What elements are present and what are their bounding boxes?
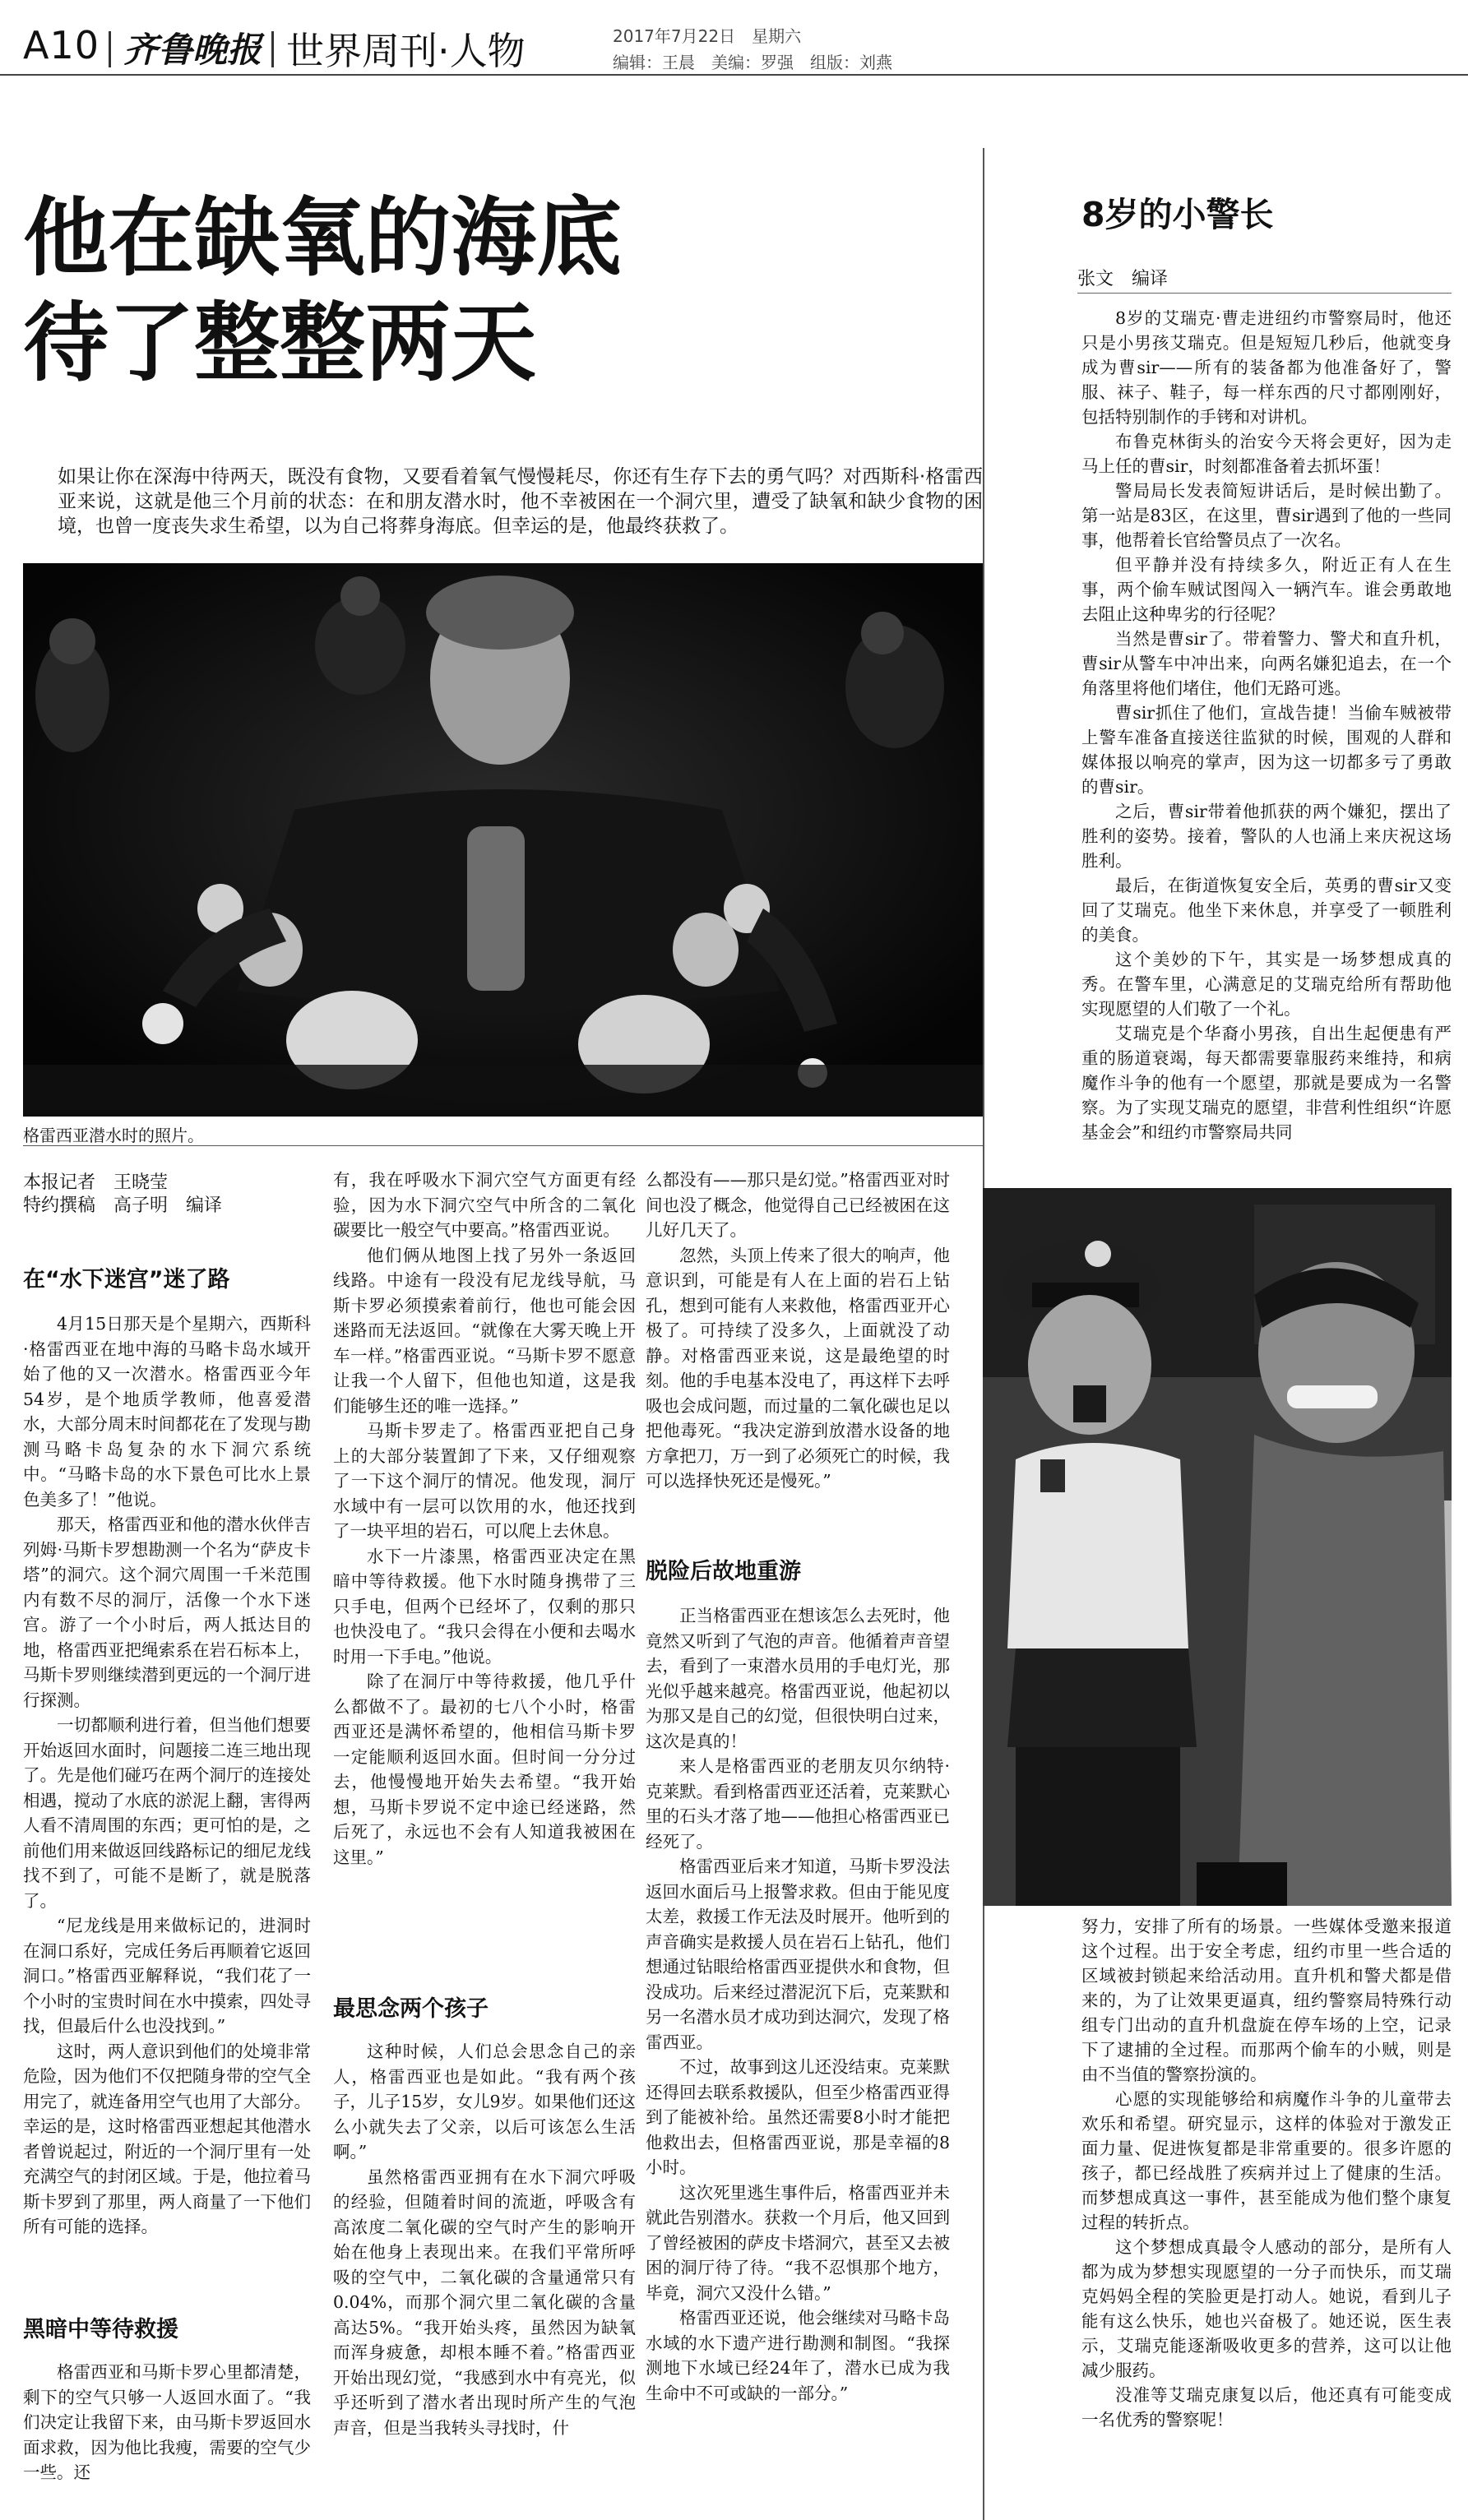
paragraph: 格雷西亚和马斯卡罗心里都清楚，剩下的空气只够一人返回水面了。“我们决定让我留下来，由马斯卡罗返回水面求救，因为他比我瘦，需要的空气少一些。还 — [23, 2362, 311, 2482]
side-byline-rule — [1077, 293, 1452, 294]
paragraph: 这次死里逃生事件后，格雷西亚并未就此告别潜水。获救一个月后，他又回到了曾经被困的萨皮卡塔洞穴，甚至又去被困的洞厅待了待。“我不忍惧那个地方，毕竟，洞穴又没什么错。” — [646, 2182, 950, 2303]
paragraph: 这种时候，人们总会思念自己的亲人，格雷西亚也是如此。“我有两个孩子，儿子15岁，女儿9岁。如果他们还这么小就失去了父亲，以后可该怎么生活啊。” — [333, 2041, 636, 2162]
side-article-text-cont — [1081, 1914, 1452, 2432]
column-1-text-cont — [23, 2360, 311, 2485]
paragraph: 但平静并没有持续多久，附近正有人在生事，两个偷车贼试图闯入一辆汽车。谁会勇敢地去阻止这种卑劣的行径呢？ — [1081, 555, 1452, 624]
section-title: 世界周刊·人物 — [286, 29, 526, 73]
paragraph: 这个梦想成真最令人感动的部分，是所有人都为成为梦想实现愿望的一分子而快乐，而艾瑞克妈妈全程的笑脸更是打动人。她说，看到儿子能有这么快乐，她也兴奋极了。她还说，医生表示，艾瑞克能逐渐吸收更多的营养，这可以让他减少服药。 — [1081, 2237, 1452, 2380]
boy-officer-photo — [983, 1188, 1452, 1906]
paragraph: 马斯卡罗走了。格雷西亚把自己身上的大部分装置卸了下来，又仔细观察了一下这个洞厅的情况。他发现，洞厅水域中有一层可以饮用的水，他还找到了一块平坦的岩石，可以爬上去休息。 — [333, 1421, 636, 1541]
paragraph: 心愿的实现能够给和病魔作斗争的儿童带去欢乐和希望。研究显示，这样的体验对于激发正面力量、促进恢复都是非常重要的。很多许愿的孩子，都已经战胜了疾病并过上了健康的生活。而梦想成真这一事件，甚至能成为他们整个康复过程的转折点。 — [1081, 2089, 1452, 2232]
newspaper-logo: 齐鲁晚报 — [123, 30, 262, 70]
paragraph: 曹sir抓住了他们，宣战告捷！当偷车贼被带上警车准备直接送往监狱的时候，围观的人群和媒体报以响亮的掌声，因为这一切都多亏了勇敢的曹sir。 — [1081, 703, 1452, 797]
column-2-text-cont — [333, 2039, 636, 2440]
diver-photo — [23, 563, 983, 1117]
paragraph: 他们俩从地图上找了另外一条返回线路。中途有一段没有尼龙线导航，马斯卡罗必须摸索着前行，他也可能会因迷路而无法返回。“就像在大雾天晚上开车一样。”格雷西亚说。“马斯卡罗不愿意让我一个人留下，但他也知道，这是我们能够生还的唯一选择。” — [333, 1245, 636, 1416]
paragraph: 来人是格雷西亚的老朋友贝尔纳特·克莱默。看到格雷西亚还活着，克莱默心里的石头才落了地——他担心格雷西亚已经死了。 — [646, 1756, 950, 1852]
editor-credits: 编辑：王晨 美编：罗强 组版：刘燕 — [613, 53, 892, 72]
paragraph: 格雷西亚还说，他会继续对马略卡岛水域的水下遗产进行勘测和制图。“我探测地下水域已经24年了，潜水已成为我生命中不可或缺的一部分。” — [646, 2308, 950, 2403]
paragraph: 努力，安排了所有的场景。一些媒体受邀来报道这个过程。出于安全考虑，纽约市里一些合适的区域被封锁起来给活动用。直升机和警犬都是借来的，为了让效果更逼真，纽约警察局特殊行动组专门出动的直升机盘旋在停车场的上空，记录下了逮捕的全过程。而那两个偷车的小贼，则是由不当值的警察扮演的。 — [1081, 1917, 1452, 2084]
masthead-meta — [613, 23, 892, 76]
section-rule — [23, 1145, 983, 1146]
paragraph: 虽然格雷西亚拥有在水下洞穴呼吸的经验，但随着时间的流逝，呼吸含有高浓度二氧化碳的空气时产生的影响开始在他身上表现出来。在我们平常所呼吸的空气中，二氧化碳的含量通常只有0.04%，而那个洞穴里二氧化碳的含量高达5%。“我开始头疼，虽然因为缺氧而浑身疲惫，却根本睡不着。”格雷西亚开始出现幻觉，“我感到水中有亮光，似乎还听到了潜水者出现时所产生的气泡声音，但是当我转头寻找时，什 — [333, 2166, 636, 2438]
column-1-text — [23, 1311, 311, 2240]
paragraph: 有，我在呼吸水下洞穴空气方面更有经验，因为水下洞穴空气中所含的二氧化碳要比一般空气中要高。”格雷西亚说。 — [333, 1170, 636, 1240]
article-lede: 如果让你在深海中待两天，既没有食物，又要看着氧气慢慢耗尽，你还有生存下去的勇气吗？对西斯科·格雷西亚来说，这就是他三个月前的状态：在和朋友潜水时，他不幸被困在一个洞穴里，遭受了缺氧和缺少食物的困境，也曾一度丧失求生希望，以为自己将葬身海底。但幸运的是，他最终获救了。 — [58, 466, 983, 537]
paragraph: 格雷西亚后来才知道，马斯卡罗没法返回水面后马上报警求救。但由于能见度太差，救援工作无法及时展开。他听到的声音确实是救援人员在岩石上钻孔，他们想通过钻眼给格雷西亚提供水和食物，但没成功。后来经过潜泥沉下后，克莱默和另一名潜水员才成功到达洞穴，发现了格雷西亚。 — [646, 1856, 950, 2052]
issue-date: 2017年7月22日 星期六 — [613, 26, 802, 46]
boy-officer-photo-illustration — [983, 1188, 1452, 1906]
paragraph: 除了在洞厅中等待救援，他几乎什么都做不了。最初的七八个小时，格雷西亚还是满怀希望的，他相信马斯卡罗一定能顺利返回水面。但时间一分分过去，他慢慢地开始失去希望。“我开始想，马斯卡罗说不定中途已经迷路，然后死了，永远也不会有人知道我被困在这里。” — [333, 1672, 636, 1867]
subhead-missing-children: 最思念两个孩子 — [333, 1996, 489, 2022]
subhead-return-to-cave: 脱险后故地重游 — [646, 1559, 801, 1584]
diver-photo-illustration — [23, 563, 983, 1117]
paragraph: 警局局长发表简短讲话后，是时候出勤了。第一站是83区，在这里，曹sir遇到了他的一些同事，他帮着长官给警员点了一次名。 — [1081, 481, 1452, 550]
paragraph: 水下一片漆黑，格雷西亚决定在黑暗中等待救援。他下水时随身携带了三只手电，但两个已经坏了，仅剩的那只也快没电了。“我只会得在小便和去喝水时用一下手电。”他说。 — [333, 1546, 636, 1667]
side-headline: 8岁的小警长 — [1081, 195, 1274, 234]
paragraph: 最后，在街道恢复安全后，英勇的曹sir又变回了艾瑞克。他坐下来休息，并享受了一顿胜利的美食。 — [1081, 876, 1452, 945]
paragraph: 一切都顺利进行着，但当他们想要开始返回水面时，问题接二连三地出现了。先是他们碰巧在两个洞厅的连接处相遇，搅动了水底的淤泥上翻，害得两人看不清周围的东西；更可怕的是，之前他们用来做返回线路标记的细尼龙线找不到了，可能不是断了，就是脱落了。 — [23, 1715, 311, 1911]
paragraph: 么都没有——那只是幻觉。”格雷西亚对时间也没了概念，他觉得自己已经被困在这儿好几天了。 — [646, 1170, 950, 1240]
headline-line-1: 他在缺氧的海底 — [23, 187, 623, 288]
paragraph: 不过，故事到这儿还没结束。克莱默还得回去联系救援队，但至少格雷西亚得到了能被补给。虽然还需要8小时才能把他救出去，但格雷西亚说，那是幸福的8小时。 — [646, 2057, 950, 2177]
paragraph: 这个美妙的下午，其实是一场梦想成真的秀。在警车里，心满意足的艾瑞克给所有帮助他实现愿望的人们敬了一个礼。 — [1081, 950, 1452, 1019]
byline-translator: 特约撰稿 高子明 编译 — [23, 1195, 223, 1216]
paragraph: 之后，曹sir带着他抓获的两个嫌犯，摆出了胜利的姿势。接着，警队的人也涌上来庆祝这场胜利。 — [1081, 802, 1452, 871]
masthead-divider — [109, 31, 111, 67]
main-headline — [23, 185, 944, 395]
photo-caption: 格雷西亚潜水时的照片。 — [23, 1126, 204, 1145]
paragraph: 布鲁克林街头的治安今天将会更好，因为走马上任的曹sir，时刻都准备着去抓坏蛋！ — [1081, 432, 1452, 476]
headline-line-2: 待了整整两天 — [23, 293, 537, 393]
column-3-text-cont — [646, 1603, 950, 2406]
article-byline — [23, 1172, 222, 1218]
paragraph: 艾瑞克是个华裔小男孩，自出生起便患有严重的肠道衰竭，每天都需要靠服药来维持，和病魔作斗争的他有一个愿望，那就是要成为一名警察。为了实现艾瑞克的愿望，非营利性组织“许愿基金会”和纽约市警察局共同 — [1081, 1024, 1452, 1142]
paragraph: 没准等艾瑞克康复以后，他还真有可能变成一名优秀的警察呢！ — [1081, 2385, 1452, 2430]
paragraph: 正当格雷西亚在想该怎么去死时，他竟然又听到了气泡的声音。他循着声音望去，看到了一束潜水员用的手电灯光，那光似乎越来越亮。格雷西亚说，他起初以为那又是自己的幻觉，但很快明白过来，这次是真的！ — [646, 1606, 950, 1751]
column-2-text — [333, 1168, 636, 1870]
paragraph: 4月15日那天是个星期六，西斯科·格雷西亚在地中海的马略卡岛水域开始了他的又一次潜水。格雷西亚今年54岁，是个地质学教师，他喜爱潜水，大部分周末时间都花在了发现与勘测马略卡岛复杂的水下洞穴系统中。“马略卡岛的水下景色可比水上景色美多了！”他说。 — [23, 1314, 311, 1510]
subhead-underwater-maze: 在“水下迷宫”迷了路 — [23, 1267, 230, 1292]
column-3-text — [646, 1168, 950, 1494]
page-number: A10 — [23, 23, 100, 67]
masthead-divider — [271, 31, 274, 67]
paragraph: 当然是曹sir了。带着警力、警犬和直升机，曹sir从警车中冲出来，向两名嫌犯追去，在一个角落里将他们堵住，他们无路可逃。 — [1081, 629, 1452, 698]
top-rule — [0, 74, 1468, 76]
side-article-text — [1081, 306, 1452, 1144]
paragraph: 那天，格雷西亚和他的潜水伙伴吉列姆·马斯卡罗想勘测一个名为“萨皮卡塔”的洞穴。这个洞穴周围一千米范围内有数不尽的洞厅，活像一个水下迷宫。游了一个小时后，两人抵达目的地，格雷西亚把绳索系在岩石标本上，马斯卡罗则继续潜到更远的一个洞厅进行探测。 — [23, 1514, 311, 1710]
paragraph: 这时，两人意识到他们的处境非常危险，因为他们不仅把随身带的空气全用完了，就连备用空气也用了大部分。幸运的是，这时格雷西亚想起其他潜水者曾说起过，附近的一个洞厅里有一处充满空气的封闭区域。于是，他拉着马斯卡罗到了那里，两人商量了一下他们所有可能的选择。 — [23, 2041, 311, 2236]
paragraph: 忽然，头顶上传来了很大的响声，他意识到，可能是有人在上面的岩石上钻孔，想到可能有人来救他，格雷西亚开心极了。可持续了没多久，上面就没了动静。对格雷西亚来说，这是最绝望的时刻。他的手电基本没电了，再这样下去呼吸也会成问题，而过量的二氧化碳也足以把他毒死。“我决定游到放潜水设备的地方拿把刀，万一到了必须死亡的时候，我可以选择快死还是慢死。” — [646, 1245, 950, 1491]
paragraph: 8岁的艾瑞克·曹走进纽约市警察局时，他还只是小男孩艾瑞克。但是短短几秒后，他就变身成为曹sir——所有的装备都为他准备好了，警服、袜子、鞋子，每一样东西的尺寸都刚刚好，包括特别制作的手铐和对讲机。 — [1081, 308, 1452, 427]
subhead-waiting-in-dark: 黑暗中等待救援 — [23, 2317, 178, 2342]
byline-reporter: 本报记者 王晓莹 — [23, 1172, 169, 1193]
paragraph: “尼龙线是用来做标记的，进洞时在洞口系好，完成任务后再顺着它返回洞口。”格雷西亚解释说，“我们花了一个小时的宝贵时间在水中摸索，四处寻找，但最后什么也没找到。” — [23, 1916, 311, 2036]
side-byline: 张文 编译 — [1077, 269, 1169, 289]
